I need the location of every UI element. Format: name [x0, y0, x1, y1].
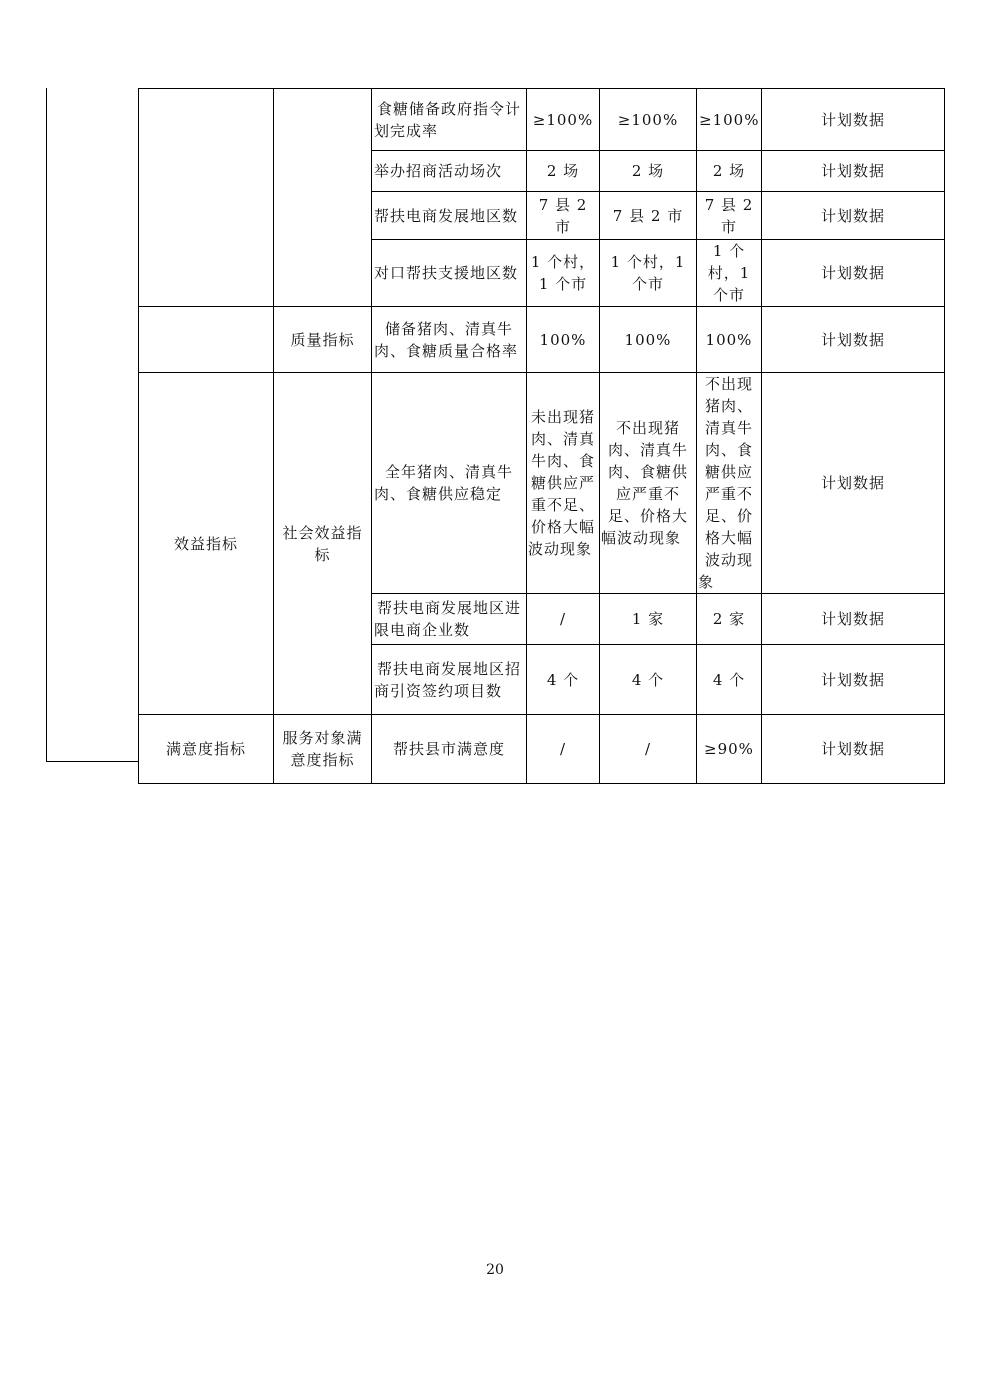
value-cell: ≥100%	[600, 89, 697, 151]
outer-bottom-border	[46, 761, 139, 762]
value-cell: 2 场	[697, 151, 762, 192]
note-cell: 计划数据	[762, 373, 945, 594]
note-cell: 计划数据	[762, 192, 945, 240]
level3-indicator-cell: 全年猪肉、清真牛肉、食糖供应稳定	[372, 373, 527, 594]
value-cell: 不出现猪肉、清真牛肉、食糖供应严重不足、价格大幅波动现象	[697, 373, 762, 594]
table-row	[139, 715, 945, 784]
value-cell: 7 县 2 市	[527, 192, 600, 240]
value-cell: 1 个村，1 个市	[527, 240, 600, 307]
level3-indicator-cell: 帮扶电商发展地区招商引资签约项目数	[372, 645, 527, 715]
value-cell: /	[527, 594, 600, 645]
value-cell: 不出现猪肉、清真牛肉、食糖供应严重不足、价格大幅波动现象	[600, 373, 697, 594]
value-cell: 1 家	[600, 594, 697, 645]
level3-indicator-cell: 储备猪肉、清真牛肉、食糖质量合格率	[372, 307, 527, 373]
note-cell: 计划数据	[762, 645, 945, 715]
value-cell: 2 家	[697, 594, 762, 645]
value-cell: /	[600, 715, 697, 784]
note-cell: 计划数据	[762, 89, 945, 151]
value-cell: /	[527, 715, 600, 784]
value-cell: 4 个	[527, 645, 600, 715]
value-cell: 1 个村，1 个市	[600, 240, 697, 307]
level1-cell: 效益指标	[139, 373, 274, 715]
value-cell: 未出现猪肉、清真牛肉、食糖供应严重不足、价格大幅波动现象	[527, 373, 600, 594]
value-cell: 1 个村，1 个市	[697, 240, 762, 307]
level1-cell: 满意度指标	[139, 715, 274, 784]
value-cell: 4 个	[600, 645, 697, 715]
performance-indicator-table	[138, 88, 945, 784]
table-row	[139, 89, 945, 151]
level3-indicator-cell: 食糖储备政府指令计划完成率	[372, 89, 527, 151]
value-cell: 2 场	[527, 151, 600, 192]
value-cell: 7 县 2 市	[697, 192, 762, 240]
note-cell: 计划数据	[762, 151, 945, 192]
level3-indicator-cell: 帮扶电商发展地区进限电商企业数	[372, 594, 527, 645]
outer-left-border	[46, 88, 47, 761]
value-cell: 7 县 2 市	[600, 192, 697, 240]
level2-cell: 服务对象满意度指标	[274, 715, 372, 784]
level3-indicator-cell: 帮扶县市满意度	[372, 715, 527, 784]
value-cell: 2 场	[600, 151, 697, 192]
note-cell: 计划数据	[762, 594, 945, 645]
note-cell: 计划数据	[762, 307, 945, 373]
page-number: 20	[486, 1262, 504, 1278]
table-row	[139, 307, 945, 373]
value-cell: 4 个	[697, 645, 762, 715]
level2-cell: 质量指标	[274, 307, 372, 373]
note-cell: 计划数据	[762, 240, 945, 307]
value-cell: 100%	[600, 307, 697, 373]
level3-indicator-cell: 对口帮扶支援地区数	[372, 240, 527, 307]
value-cell: ≥100%	[697, 89, 762, 151]
level1-cell	[139, 89, 274, 307]
value-cell: ≥90%	[697, 715, 762, 784]
note-cell: 计划数据	[762, 715, 945, 784]
level3-indicator-cell: 举办招商活动场次	[372, 151, 527, 192]
value-cell: ≥100%	[527, 89, 600, 151]
table-row	[139, 373, 945, 594]
level1-cell	[139, 307, 274, 373]
value-cell: 100%	[527, 307, 600, 373]
value-cell: 100%	[697, 307, 762, 373]
level2-cell	[274, 89, 372, 307]
level2-cell: 社会效益指标	[274, 373, 372, 715]
level3-indicator-cell: 帮扶电商发展地区数	[372, 192, 527, 240]
